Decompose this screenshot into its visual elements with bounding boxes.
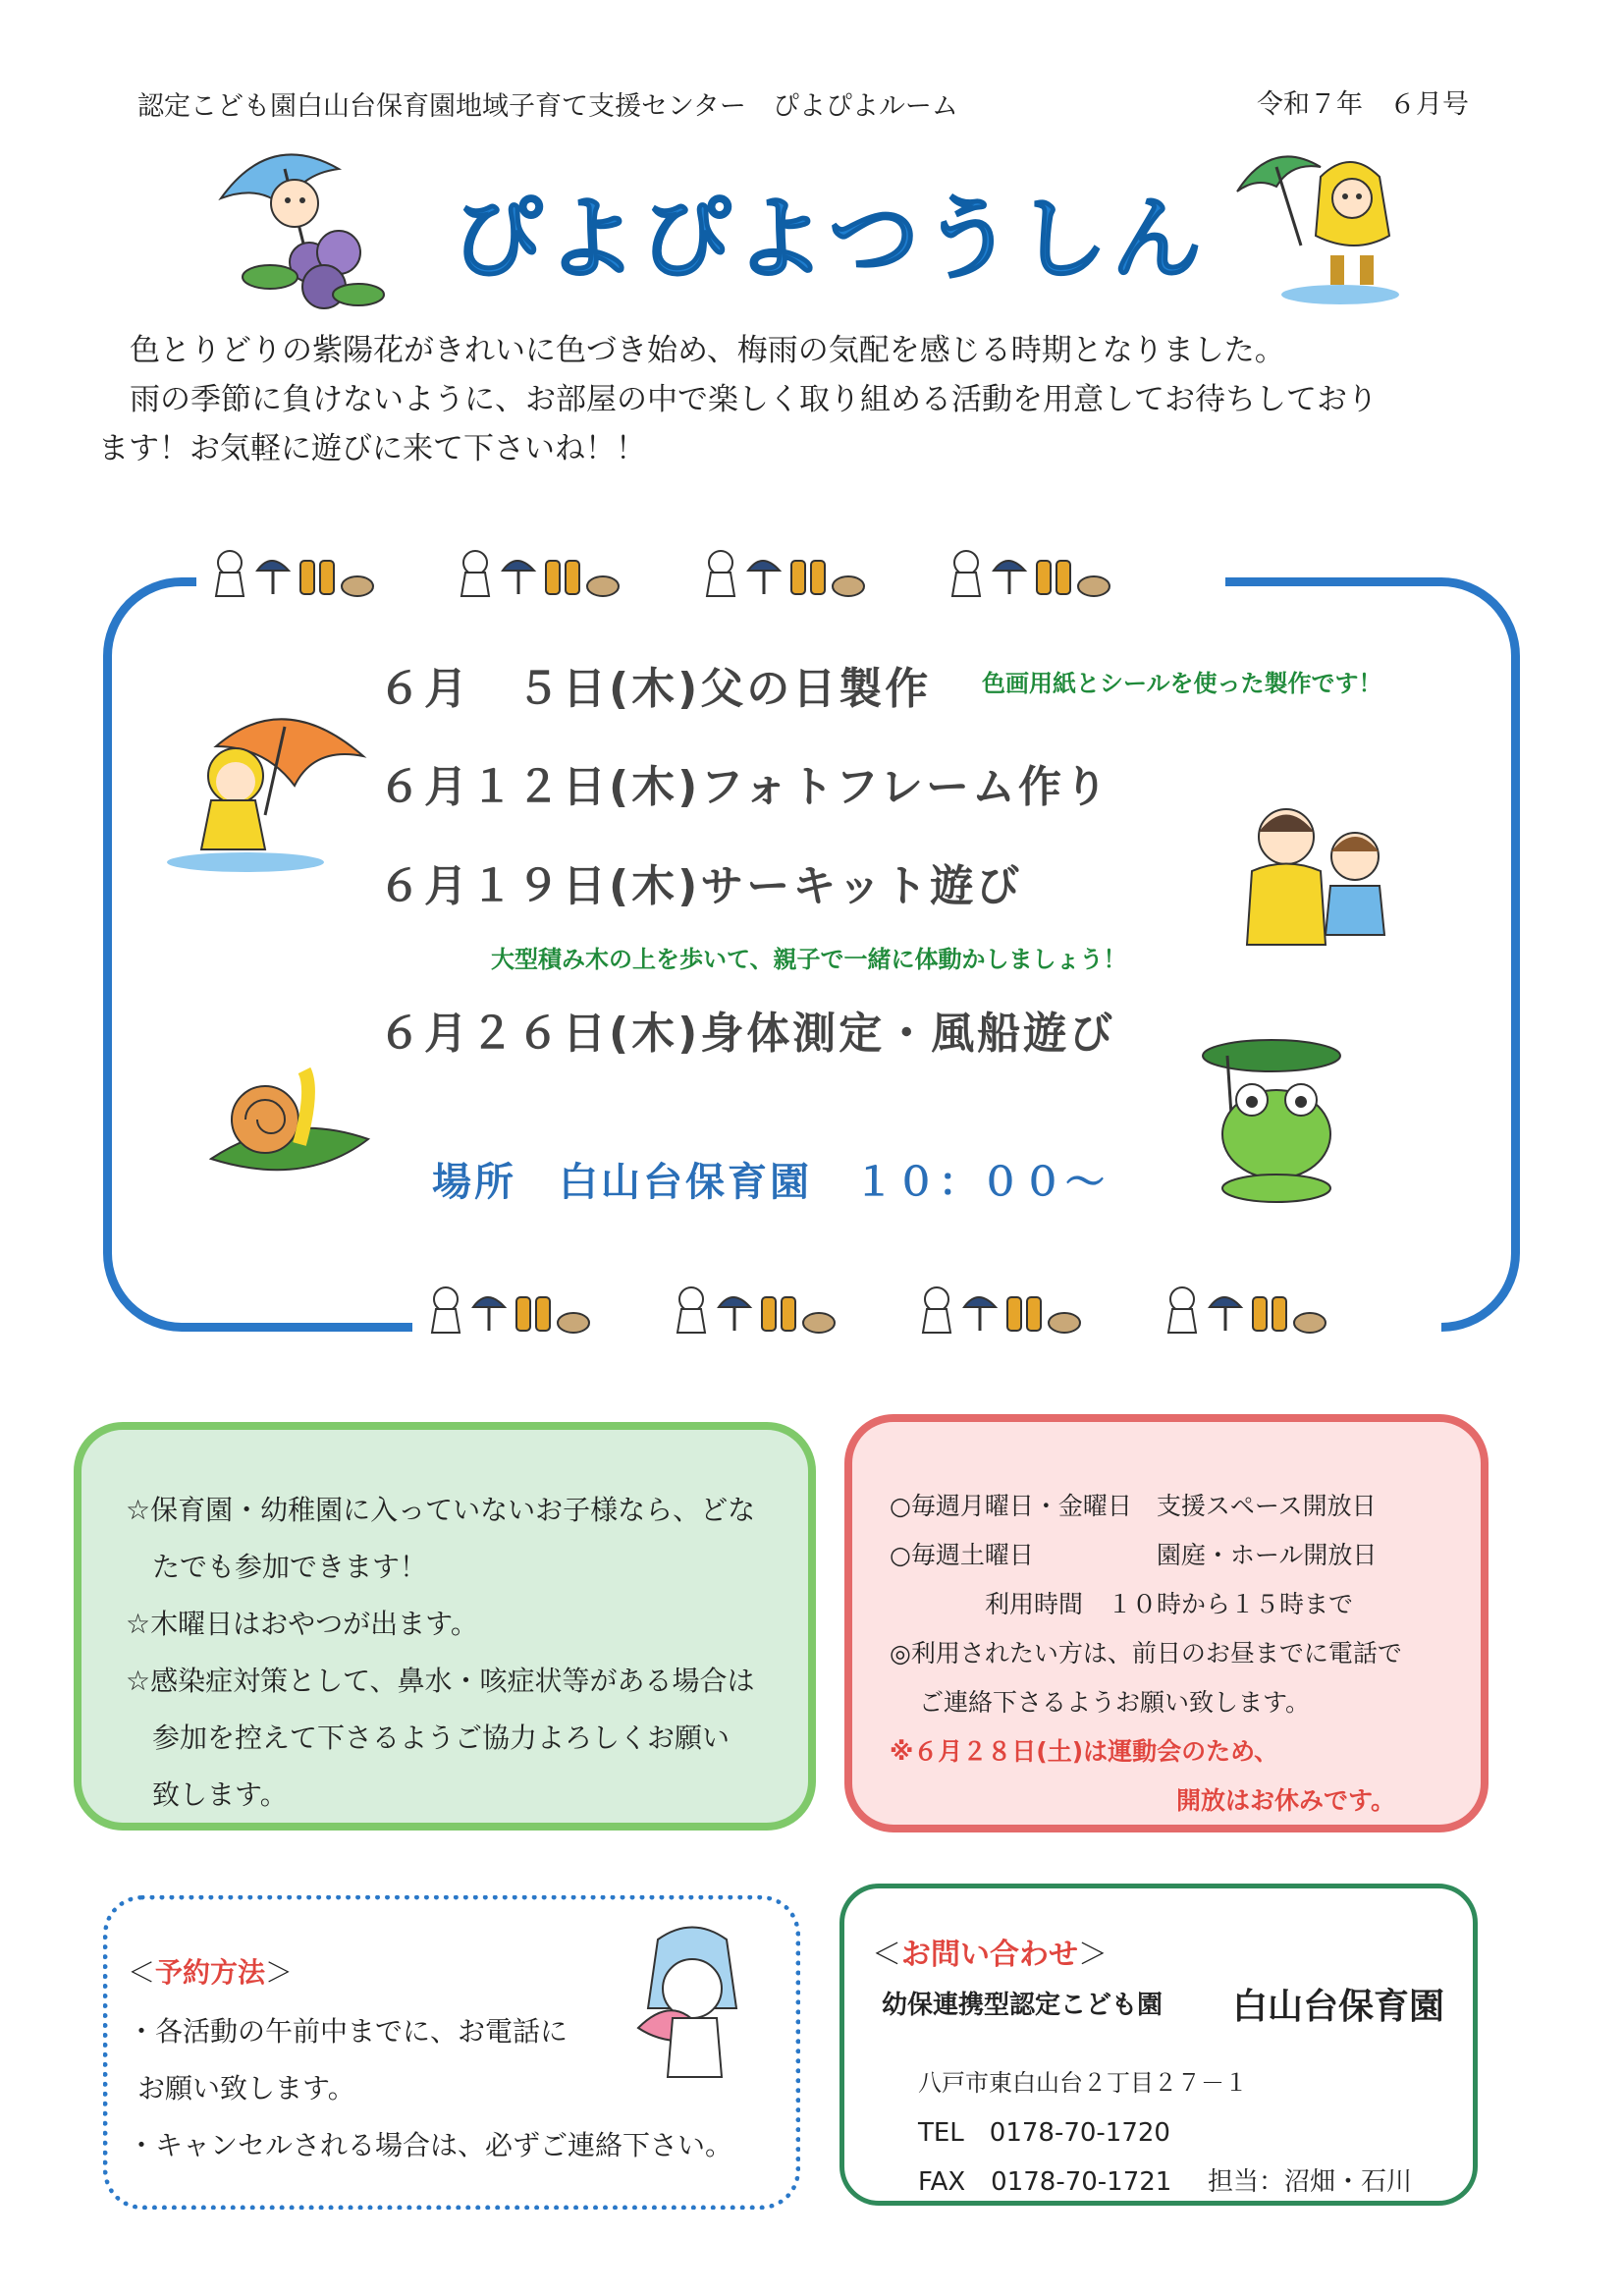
event-place: 場所 白山台保育園 １０：００～ — [432, 1160, 1108, 1205]
intro-line-3: ます！お気軽に遊びに来て下さいね！！ — [98, 431, 646, 466]
intro-text — [98, 326, 1522, 473]
contact-box — [839, 1884, 1478, 2206]
reservation-heading-text: 予約方法 — [155, 1956, 266, 1989]
rainy-decoration-icon — [426, 1282, 1428, 1340]
child-umbrella-hydrangea-illustration — [211, 130, 388, 316]
event-4: ６月２６日(木)身体測定・風船遊び — [378, 1009, 1116, 1059]
reservation-line: お願い致します。 — [137, 2072, 355, 2105]
reservation-line: ・キャンセルされる場合は、必ずご連絡下さい。 — [128, 2129, 733, 2161]
contact-org-type: 幼保連携型認定こども園 — [882, 1991, 1164, 2020]
contact-fax: FAX 0178-70-1721 — [918, 2167, 1172, 2197]
info-line: 参加を控えて下さるようご協力よろしくお願い — [152, 1722, 731, 1754]
contact-heading: ＜お問い合わせ＞ — [872, 1938, 1108, 1972]
contact-org-name: 白山台保育園 — [1232, 1987, 1445, 2027]
info-line: ○毎週土曜日 園庭・ホール開放日 — [890, 1541, 1378, 1569]
info-line: ☆保育園・幼稚園に入っていないお子様なら、どな — [126, 1494, 756, 1526]
reservation-line: ・各活動の午前中までに、お電話に — [128, 2015, 568, 2048]
issue-date: 令和７年 ６月号 — [1257, 89, 1469, 120]
event-1: ６月 ５日(木)父の日製作 — [378, 664, 932, 714]
frog-with-leaf-illustration — [1193, 1031, 1350, 1208]
snail-on-leaf-illustration — [206, 1051, 373, 1188]
info-line: たでも参加できます！ — [152, 1551, 428, 1583]
contact-address: 八戸市東白山台２丁目２７－１ — [918, 2069, 1248, 2097]
reservation-box — [103, 1895, 800, 2210]
open-days-info-box — [844, 1414, 1489, 1832]
event-1-note: 色画用紙とシールを使った製作です！ — [982, 670, 1382, 697]
participation-info-box — [74, 1422, 816, 1831]
info-line: 利用時間 １０時から１５時まで — [985, 1590, 1354, 1618]
closure-notice: 開放はお休みです。 — [1176, 1786, 1396, 1815]
contact-tel: TEL 0178-70-1720 — [918, 2118, 1170, 2148]
child-raincoat-illustration — [1232, 137, 1419, 314]
contact-heading-text: お問い合わせ — [901, 1938, 1078, 1972]
info-line: ☆感染症対策として、鼻水・咳症状等がある場合は — [126, 1665, 755, 1697]
closure-notice: ※６月２８日(土)は運動会のため、 — [890, 1737, 1279, 1766]
rabbit-raincoat-illustration — [619, 1920, 766, 2087]
event-3-note: 大型積み木の上を歩いて、親子で一緒に体動かしましょう！ — [491, 946, 1127, 973]
decoration-row-bottom — [412, 1272, 1441, 1350]
decoration-row-top — [196, 535, 1225, 614]
child-orange-umbrella-illustration — [157, 687, 368, 874]
contact-staff: 担当：沼畑・石川 — [1208, 2167, 1413, 2197]
organization-name: 認定こども園白山台保育園地域子育て支援センター ぴよぴよルーム — [137, 91, 958, 122]
info-line: 致します。 — [152, 1778, 288, 1811]
father-and-child-illustration — [1232, 797, 1409, 955]
rainy-decoration-icon — [210, 545, 1212, 604]
info-line: ○毎週月曜日・金曜日 支援スペース開放日 — [890, 1492, 1377, 1520]
info-line: ◎利用されたい方は、前日のお昼までに電話で — [890, 1639, 1402, 1667]
info-line: ご連絡下さるようお願い致します。 — [919, 1688, 1311, 1717]
newsletter-title: ぴよぴよつうしん — [452, 187, 1207, 292]
event-2: ６月１２日(木)フォトフレーム作り — [378, 762, 1110, 812]
reservation-heading: ＜予約方法＞ — [128, 1956, 294, 1989]
info-line: ☆木曜日はおやつが出ます。 — [126, 1608, 478, 1640]
intro-line-1: 色とりどりの紫陽花がきれいに色づき始め、梅雨の気配を感じる時期となりました。 — [130, 333, 1285, 368]
event-3: ６月１９日(木)サーキット遊び — [378, 861, 1023, 911]
intro-line-2: 雨の季節に負けないように、お部屋の中で楽しく取り組める活動を用意してお待ちしており — [130, 382, 1378, 417]
